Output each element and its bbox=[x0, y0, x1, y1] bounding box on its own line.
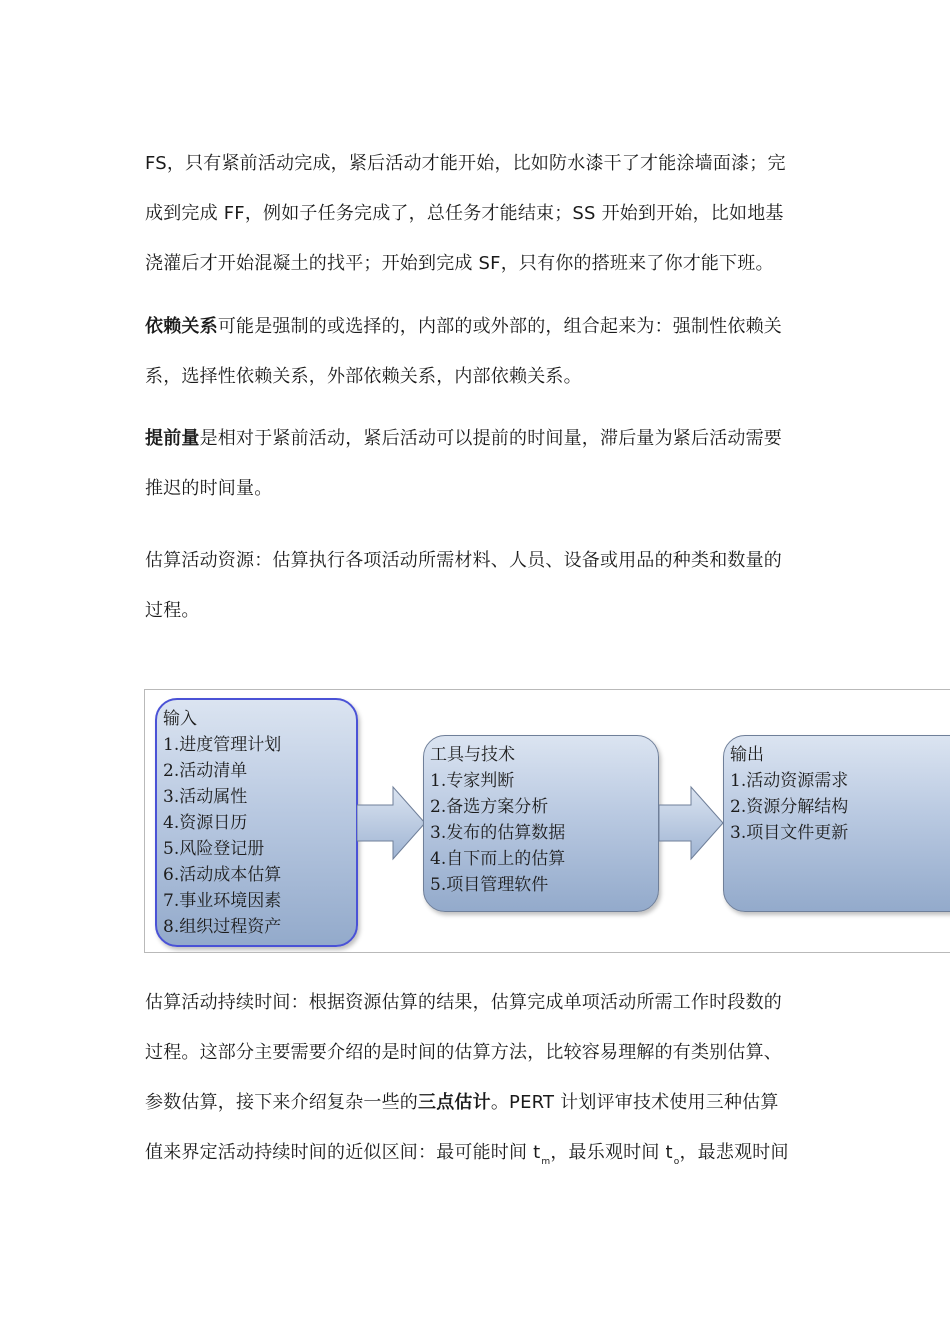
tools-item: 4.自下而上的估算 bbox=[430, 849, 566, 869]
tools-box bbox=[423, 735, 659, 912]
output-item: 1.活动资源需求 bbox=[730, 771, 849, 791]
tools-item: 5.项目管理软件 bbox=[430, 875, 549, 895]
output-title: 输出 bbox=[730, 745, 764, 765]
input-item: 2.活动清单 bbox=[163, 761, 248, 781]
tools-item: 2.备选方案分析 bbox=[430, 797, 549, 817]
bold-term: 提前量 bbox=[145, 428, 200, 449]
output-item: 3.项目文件更新 bbox=[730, 823, 849, 843]
text-span: 参数估算，接下来介绍复杂一些的 bbox=[145, 1092, 418, 1113]
text-span: ，最乐观时间 t bbox=[550, 1142, 673, 1163]
tools-item: 1.专家判断 bbox=[430, 771, 515, 791]
input-item: 8.组织过程资产 bbox=[163, 917, 282, 937]
input-item: 7.事业环境因素 bbox=[163, 891, 282, 911]
subscript-m: m bbox=[541, 1157, 551, 1167]
text-span: 值来界定活动持续时间的近似区间：最可能时间 t bbox=[145, 1142, 541, 1163]
text-line: 浇灌后才开始混凝土的找平；开始到完成 SF，只有你的搭班来了你才能下班。 bbox=[145, 253, 774, 274]
text-line: FS，只有紧前活动完成，紧后活动才能开始，比如防水漆干了才能涂墙面漆；完 bbox=[145, 153, 786, 174]
text-line: 成到完成 FF，例如子任务完成了，总任务才能结束；SS 开始到开始，比如地基 bbox=[145, 203, 784, 224]
text-line bbox=[145, 414, 810, 464]
text-line: 推迟的时间量。 bbox=[145, 478, 273, 499]
process-diagram bbox=[144, 689, 950, 953]
paragraph-dependency-types bbox=[145, 139, 810, 289]
input-item: 3.活动属性 bbox=[163, 787, 248, 807]
text-line: 估算活动持续时间：根据资源估算的结果，估算完成单项活动所需工作时段数的 bbox=[145, 992, 782, 1013]
text-span: 是相对于紧前活动，紧后活动可以提前的时间量，滞后量为紧后活动需要 bbox=[199, 428, 783, 449]
text-span: 可能是强制的或选择的，内部的或外部的，组合起来为：强制性依赖关 bbox=[217, 316, 783, 337]
output-item: 2.资源分解结构 bbox=[730, 797, 849, 817]
subscript-o: o bbox=[673, 1157, 680, 1167]
input-title: 输入 bbox=[163, 709, 197, 729]
text-span: 。PERT 计划评审技术使用三种估算 bbox=[490, 1092, 779, 1113]
paragraph-dependency-relations bbox=[145, 302, 810, 402]
paragraph-estimate-duration bbox=[145, 978, 810, 1181]
text-line bbox=[145, 1128, 810, 1181]
text-span: ，最悲观时间 bbox=[679, 1142, 789, 1163]
bold-term: 依赖关系 bbox=[145, 316, 218, 337]
paragraph-lead-lag bbox=[145, 414, 810, 514]
text-line: 过程。这部分主要需要介绍的是时间的估算方法，比较容易理解的有类别估算、 bbox=[145, 1042, 782, 1063]
tools-title: 工具与技术 bbox=[430, 745, 515, 765]
text-line: 系，选择性依赖关系，外部依赖关系，内部依赖关系。 bbox=[145, 366, 582, 387]
text-line bbox=[145, 1078, 810, 1128]
input-item: 6.活动成本估算 bbox=[163, 865, 282, 885]
arrow-right-icon bbox=[659, 785, 725, 861]
input-box bbox=[155, 698, 358, 947]
text-line: 过程。 bbox=[145, 600, 200, 621]
input-item: 1.进度管理计划 bbox=[163, 735, 282, 755]
arrow-right-icon bbox=[357, 785, 427, 861]
bold-term: 三点估计 bbox=[418, 1092, 491, 1113]
input-item: 4.资源日历 bbox=[163, 813, 248, 833]
input-item: 5.风险登记册 bbox=[163, 839, 265, 859]
text-line bbox=[145, 302, 810, 352]
output-box bbox=[723, 735, 950, 912]
paragraph-estimate-resources bbox=[145, 536, 810, 636]
text-line: 估算活动资源：估算执行各项活动所需材料、人员、设备或用品的种类和数量的 bbox=[145, 550, 782, 571]
tools-item: 3.发布的估算数据 bbox=[430, 823, 566, 843]
